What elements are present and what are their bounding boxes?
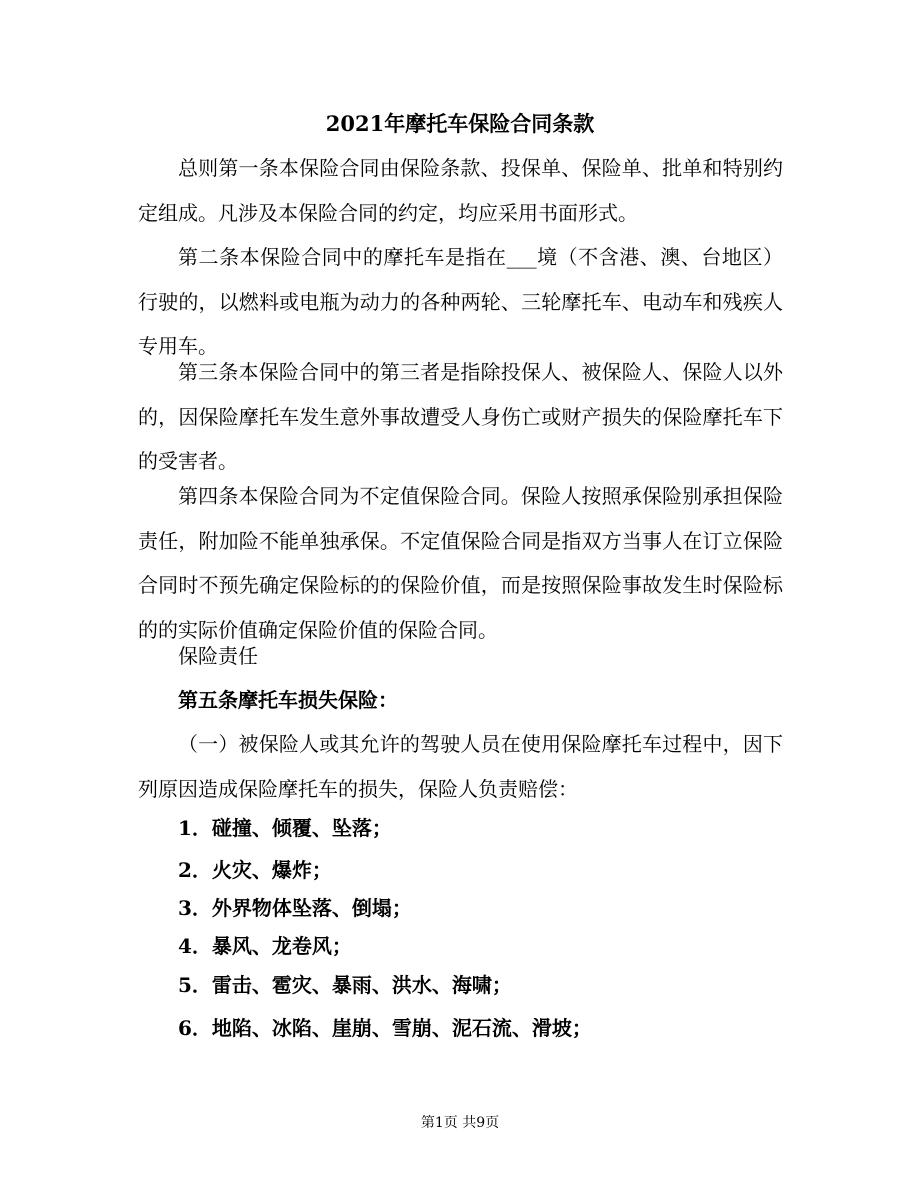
list-item-1: 1．碰撞、倾覆、坠落； — [178, 816, 392, 840]
article-5-heading: 第五条摩托车损失保险： — [178, 688, 398, 712]
section-heading: 保险责任 — [178, 644, 258, 668]
list-item-4: 4．暴风、龙卷风； — [178, 934, 352, 958]
list-item-5: 5．雷击、雹灾、暴雨、洪水、海啸； — [178, 973, 512, 997]
paragraph-article-3: 第三条本保险合同中的第三者是指除投保人、被保险人、保险人以外的，因保险摩托车发生意外事故遭受人身伤亡或财产损失的保险摩托车下的受害者。 — [138, 360, 783, 473]
list-item-2: 2．火灾、爆炸； — [178, 858, 332, 882]
document-title: 2021年摩托车保险合同条款 — [325, 111, 595, 136]
clause-1: （一）被保险人或其允许的驾驶人员在使用保险摩托车过程中，因下列原因造成保险摩托车的损失，保险人负责赔偿： — [138, 732, 783, 801]
page-number: 第1页 共9页 — [420, 1115, 500, 1131]
list-item-6: 6．地陷、冰陷、崖崩、雪崩、泥石流、滑坡； — [178, 1016, 592, 1040]
paragraph-article-4: 第四条本保险合同为不定值保险合同。保险人按照承保险别承担保险责任，附加险不能单独承保。不定值保险合同是指双方当事人在订立保险合同时不预先确定保险标的的保险价值，而是按照保险事故发生时保险标的的实际价值确定保险价值的保险合同。 — [138, 484, 783, 642]
list-item-3: 3．外界物体坠落、倒塌； — [178, 896, 412, 920]
paragraph-article-2: 第二条本保险合同中的摩托车是指在___境（不含港、澳、台地区）行驶的，以燃料或电瓶为动力的各种两轮、三轮摩托车、电动车和残疾人专用车。 — [138, 245, 783, 358]
paragraph-general-article-1: 总则第一条本保险合同由保险条款、投保单、保险单、批单和特别约定组成。凡涉及本保险合同的约定，均应采用书面形式。 — [138, 156, 783, 225]
